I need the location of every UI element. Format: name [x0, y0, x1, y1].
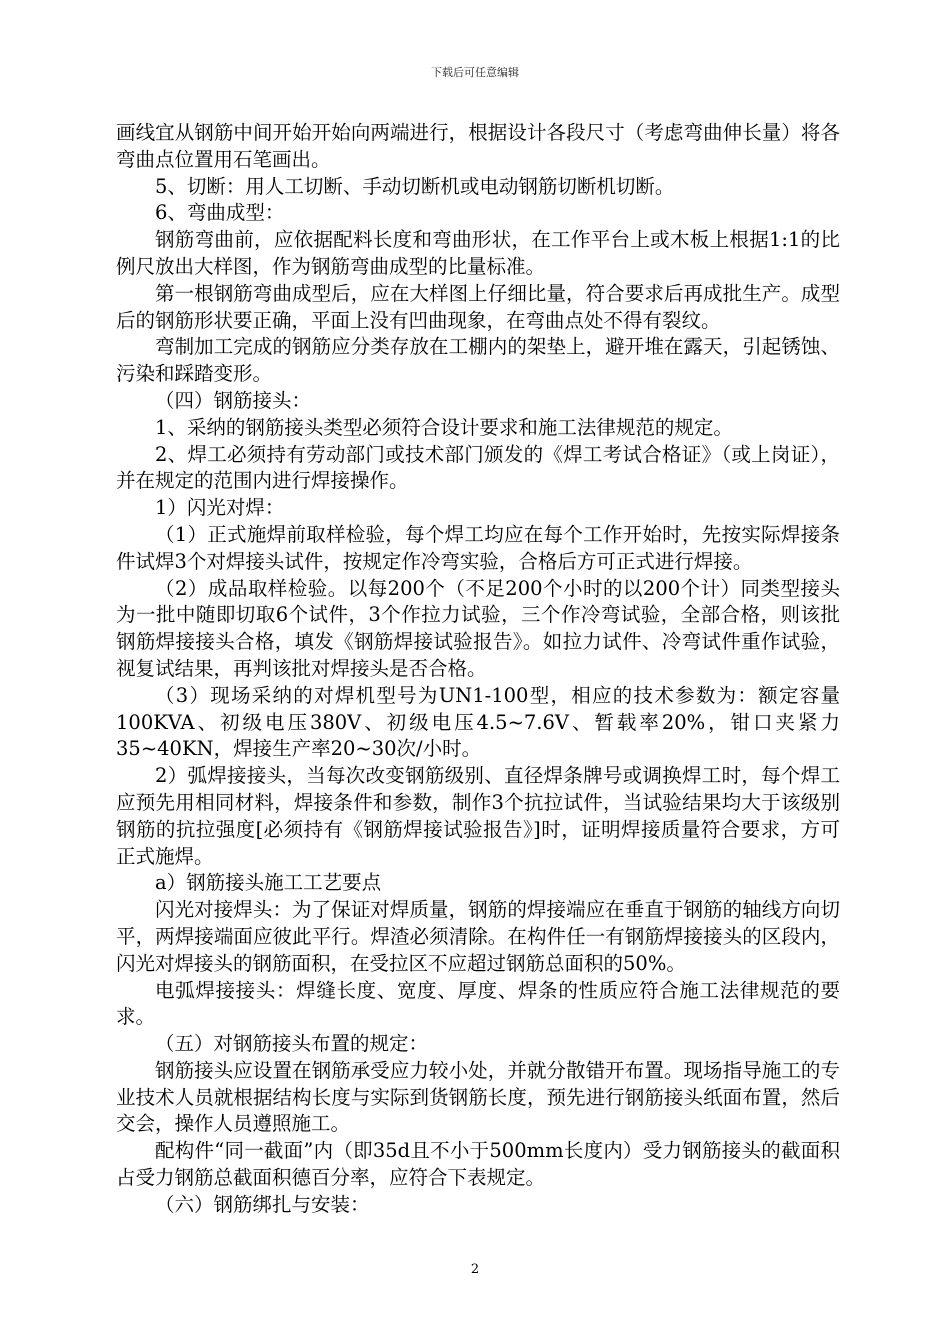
section-heading: （四）钢筋接头：: [155, 388, 312, 412]
section-heading: 1）闪光对焊：: [155, 496, 285, 520]
page-number: 2: [470, 1262, 480, 1277]
document-body: [116, 120, 840, 1219]
paragraph: 钢筋接头应设置在钢筋承受应力较小处，并就分散错开布置。现场指导施工的专业技术人员就根据结构长度与实际到货钢筋长度，预先进行钢筋接头纸面布置，然后交会，操作人员遵照施工。: [116, 1058, 840, 1136]
paragraph: 2）弧焊接接头，当每次改变钢筋级别、直径焊条牌号或调换焊工时，每个焊工应预先用相同材料，焊接条件和参数，制作3个抗拉试件，当试验结果均大于该级别钢筋的抗拉强度[必须持有《钢筋焊接试验报告》]时，证明焊接质量符合要求，方可正式施焊。: [116, 764, 840, 868]
paragraph: 配构件“同一截面”内（即35d且不小于500mm长度内）受力钢筋接头的截面积占受力钢筋总截面积德百分率，应符合下表规定。: [116, 1139, 840, 1190]
page-header: 下载后可任意编辑: [431, 66, 519, 79]
section-heading: a）钢筋接头施工工艺要点: [155, 871, 382, 895]
paragraph: （1）正式施焊前取样检验，每个焊工均应在每个工作开始时，先按实际焊接条件试焊3个对焊接头试件，按规定作冷弯实验，合格后方可正式进行焊接。: [116, 522, 840, 573]
paragraph: 1、采纳的钢筋接头类型必须符合设计要求和施工法律规范的规定。: [155, 415, 733, 439]
paragraph: 2、焊工必须持有劳动部门或技术部门颁发的《焊工考试合格证》（或上岗证），并在规定的范围内进行焊接操作。: [116, 442, 840, 493]
section-heading: （五）对钢筋接头布置的规定：: [155, 1032, 429, 1056]
section-heading: （六）钢筋绑扎与安装：: [155, 1192, 370, 1216]
paragraph: （3）现场采纳的对焊机型号为UN1-100型，相应的技术参数为：额定容量100KVA、初级电压380V、初级电压4.5~7.6V、暂载率20%，钳口夹紧力35~40KN，焊接生产率20~30次/小时。: [116, 683, 840, 761]
paragraph: 钢筋弯曲前，应依据配料长度和弯曲形状，在工作平台上或木板上根据1:1的比例尺放出大样图，作为钢筋弯曲成型的比量标准。: [116, 228, 840, 278]
paragraph: 5、切断：用人工切断、手动切断机或电动钢筋切断机切断。: [155, 174, 675, 198]
paragraph: （2）成品取样检验。以每200个（不足200个小时的以200个计）同类型接头为一批中随即切取6个试件，3个作拉力试验，三个作冷弯试验，全部合格，则该批钢筋焊接接头合格，填发《钢筋焊接试验报告》。如拉力试件、冷弯试件重作试验，视复试结果，再判该批对焊接头是否合格。: [116, 576, 840, 680]
section-heading: 6、弯曲成型：: [155, 201, 285, 225]
paragraph: 闪光对接焊头：为了保证对焊质量，钢筋的焊接端应在垂直于钢筋的轴线方向切平，两焊接端面应彼此平行。焊渣必须清除。在构件任一有钢筋焊接接头的区段内，闪光对焊接头的钢筋面积，在受拉区不应超过钢筋总面积的50%。: [116, 898, 840, 975]
paragraph: 画线宜从钢筋中间开始开始向两端进行，根据设计各段尺寸（考虑弯曲伸长量）将各弯曲点位置用石笔画出。: [116, 121, 840, 171]
paragraph: 弯制加工完成的钢筋应分类存放在工棚内的架垫上，避开堆在露天，引起锈蚀、污染和踩踏变形。: [116, 335, 840, 386]
paragraph: 第一根钢筋弯曲成型后，应在大样图上仔细比量，符合要求后再成批生产。成型后的钢筋形状要正确，平面上没有凹曲现象，在弯曲点处不得有裂纹。: [116, 281, 840, 332]
paragraph: 电弧焊接接头：焊缝长度、宽度、厚度、焊条的性质应符合施工法律规范的要求。: [116, 978, 840, 1029]
